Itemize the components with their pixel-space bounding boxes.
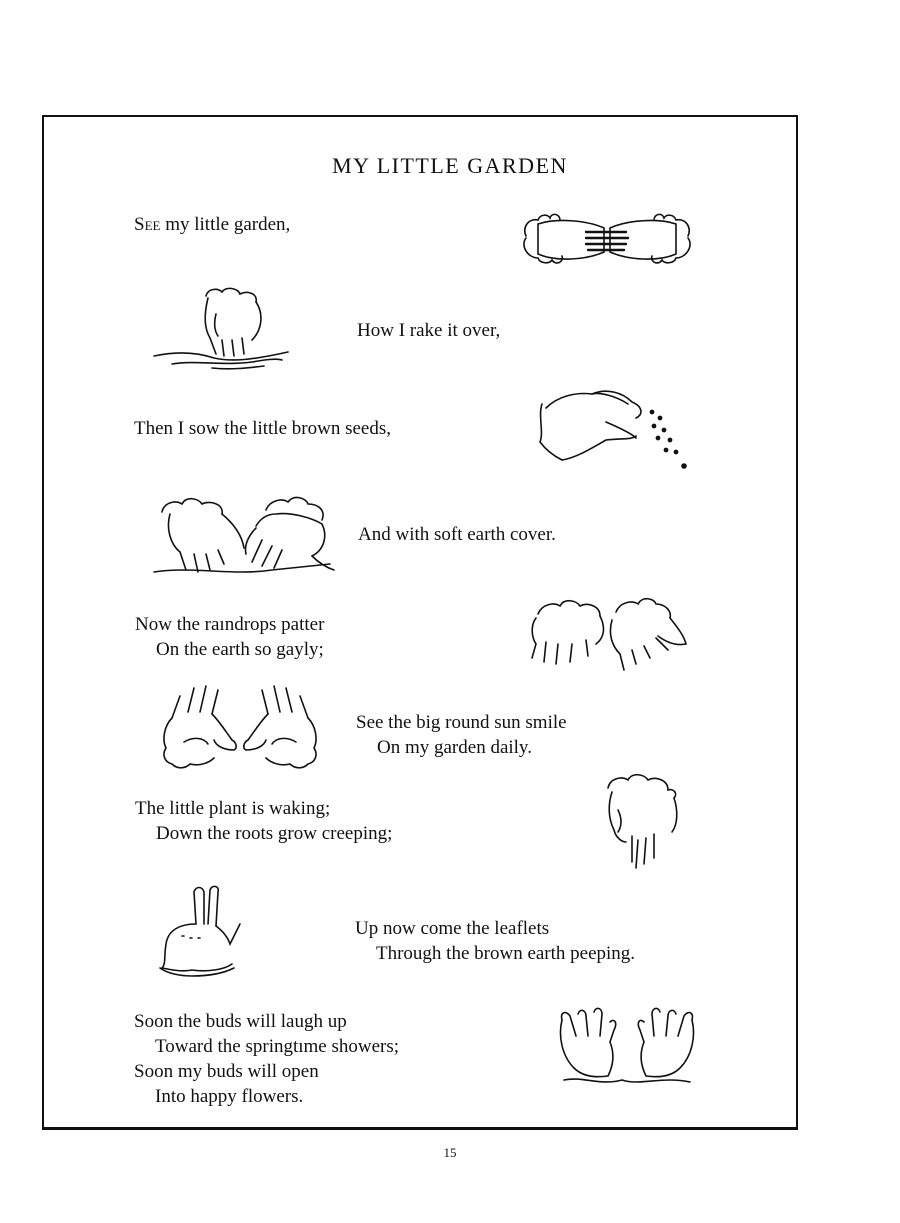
hands-sun-icon [154,682,326,774]
stanza-7-line-2: Down the roots grow creeping; [156,823,393,844]
stanza-9-line-2: Toward the springtıme showers; [155,1036,400,1057]
hands-flowers-icon [552,1006,702,1090]
stanza-9-line-4: Into happy flowers. [155,1086,304,1107]
stanza-4 [358,522,556,547]
stanza-6-line-2: On my garden daily. [377,737,532,758]
stanza-7 [135,796,392,846]
stanza-3-line-1: Then I sow the little brown seeds, [134,418,391,439]
stanza-2-line-1: How I rake it over, [357,320,501,341]
hand-raking-icon [152,284,294,372]
stanza-8 [355,916,635,966]
stanza-7-line-1: The little plant is waking; [135,798,331,819]
stanza-3 [134,416,391,441]
stanza-8-line-2: Through the brown earth peeping. [376,943,636,964]
stanza-4-line-1: And with soft earth cover. [358,524,556,545]
page-number: 15 [443,1145,457,1160]
hand-roots-icon [602,770,684,872]
stanza-2 [357,318,500,343]
stanza-1-line-1: See my little garden, [134,214,291,235]
hands-covering-earth-icon [152,490,338,582]
stanza-9-line-1: Soon the buds will laugh up [134,1011,347,1032]
stanza-8-line-1: Up now come the leaflets [355,918,550,939]
poem-title: MY LITTLE GARDEN [332,153,568,178]
stanza-9-line-3: Soon my buds will open [134,1061,319,1082]
stanza-5 [135,612,324,662]
hand-sowing-seeds-icon [536,382,694,472]
stanza-5-line-2: On the earth so gayly; [156,639,324,660]
hands-raindrops-icon [524,594,690,676]
stanza-9 [134,1009,399,1109]
stanza-1 [134,212,290,237]
stanza-6 [356,710,567,760]
stanza-6-line-1: See the big round sun smile [356,712,567,733]
hand-leaflets-icon [152,884,246,980]
stanza-5-line-1: Now the raındrops patter [135,614,325,635]
hands-garden-icon [516,208,698,270]
